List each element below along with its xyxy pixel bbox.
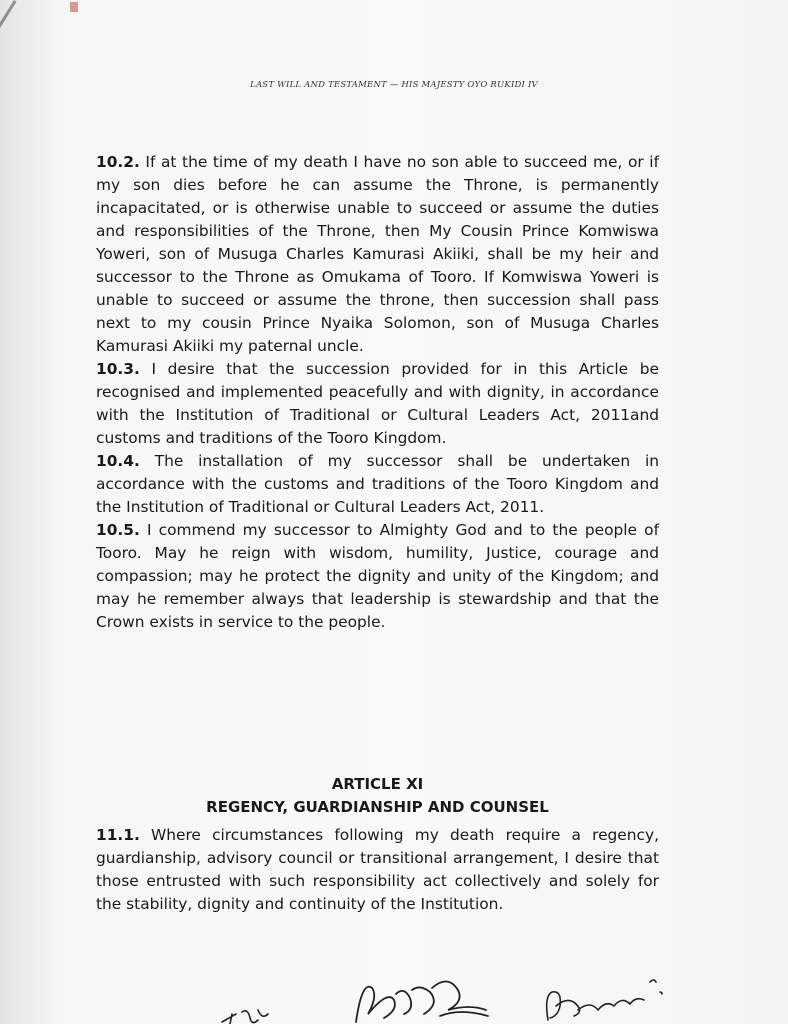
running-header: LAST WILL AND TESTAMENT — HIS MAJESTY OYO RUKIDI IV [250,80,538,90]
article-number: ARTICLE XI [331,775,424,793]
article-x-clauses [96,151,659,634]
clause-text: I desire that the succession provided for in this Article be recognised and implemented peacefully and with dignity, in accordance with the Institution of Traditional or Cultural Leaders Act, 2011and customs and traditions of the Tooro Kingdom. [96,360,659,447]
page-edge-shadow [0,0,17,129]
article-xi-clauses [96,824,659,916]
clause-number: 10.5. [96,521,140,539]
clause-11-1 [96,824,659,916]
clause-number: 10.4. [96,452,140,470]
article-heading [96,773,659,819]
clause-text: Where circumstances following my death require a regency, guardianship, advisory council or transitional arrangement, I desire that those entrusted with such responsibility act collectively and solely for the stability, dignity and continuity of the Institution. [96,826,659,913]
clause-number: 10.3. [96,360,140,378]
clause-number: 11.1. [96,826,140,844]
clause-text: If at the time of my death I have no son able to succeed me, or if my son dies before he can assume the Throne, is permanently incapacitated, or is otherwise unable to succeed or assume the duties and responsibilities of the Throne, then My Cousin Prince Komwiswa Yoweri, son of Musuga Charles Kamurasi Akiiki, shall be my heir and successor to the Throne as Omukama of Tooro. If Komwiswa Yoweri is unable to succeed or assume the throne, then succession shall pass next to my cousin Prince Nyaika Solomon, son of Musuga Charles Kamurasi Akiiki my paternal uncle. [96,153,659,355]
clause-text: The installation of my successor shall be undertaken in accordance with the customs and traditions of the Tooro Kingdom and the Institution of Traditional or Cultural Leaders Act, 2011. [96,452,659,516]
clause-10-4 [96,450,659,519]
clause-10-3 [96,358,659,450]
clause-number: 10.2. [96,153,140,171]
signature-right [547,980,662,1020]
clause-text: I commend my successor to Almighty God and to the people of Tooro. May he reign with wisdom, humility, Justice, courage and compassion; may he protect the dignity and unity of the Kingdom; and may he remember always that leadership is stewardship and that the Crown exists in service to the people. [96,521,659,631]
clause-10-5 [96,519,659,634]
article-title: REGENCY, GUARDIANSHIP AND COUNSEL [206,798,549,816]
signature-middle [356,981,488,1022]
signatures-area [0,970,788,1024]
clause-10-2 [96,151,659,358]
corner-mark [70,2,78,12]
initials-signature-left [222,1010,268,1024]
